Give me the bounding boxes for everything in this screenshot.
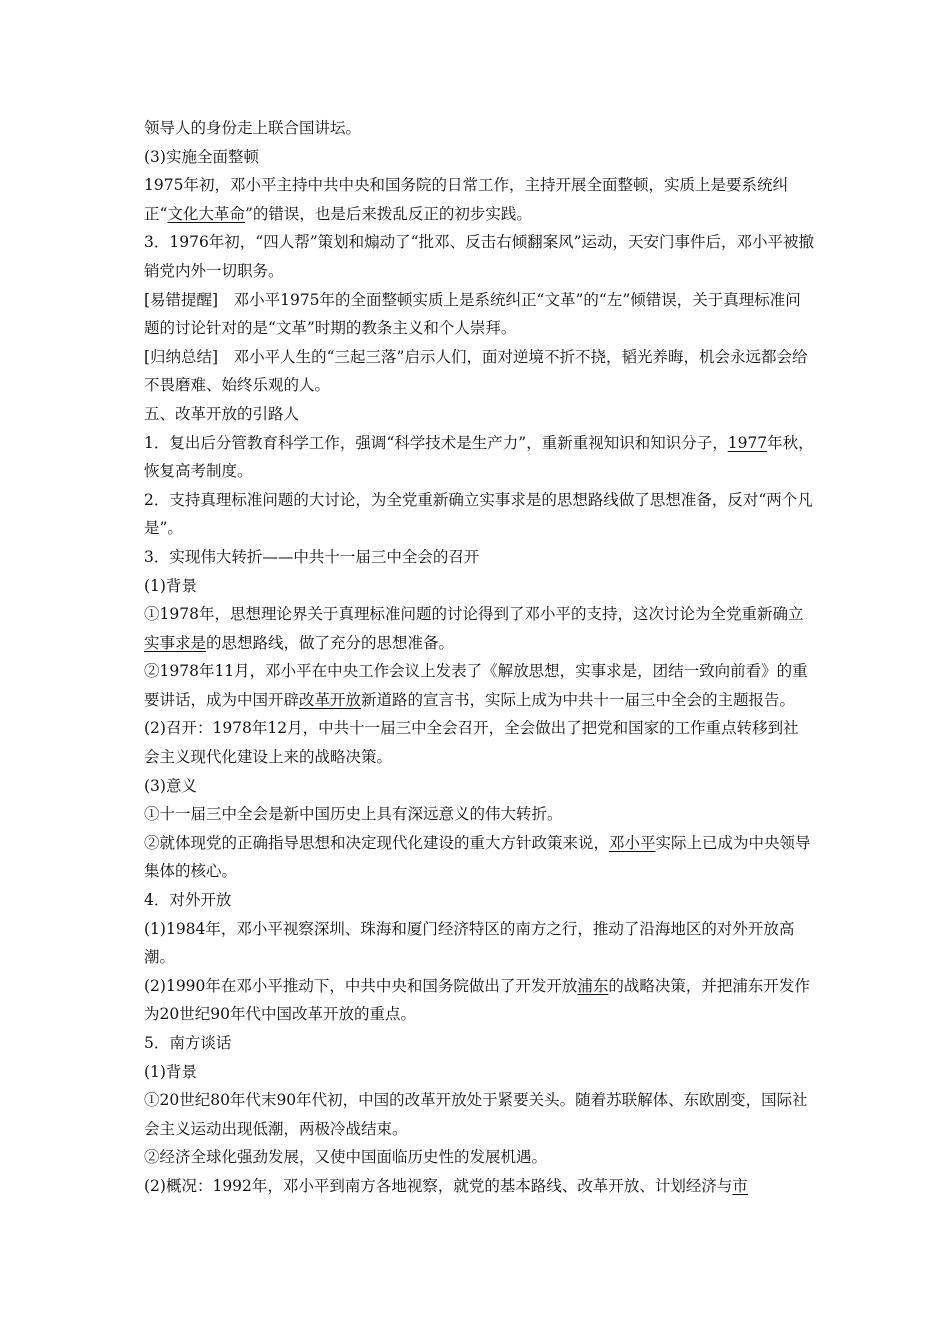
paragraph [144,486,814,543]
text-segment: 1．复出后分管教育科学工作，强调“科学技术是生产力”，重新重视知识和知识分子， [144,433,728,452]
paragraph [144,714,814,771]
text-segment: 3．实现伟大转折——中共十一届三中全会的召开 [144,547,480,566]
paragraph [144,1086,814,1143]
text-segment: ①20世纪80年代末90年代初，中国的改革开放处于紧要关头。随着苏联解体、东欧剧变，国际社会主义运动出现低潮，两极冷战结束。 [144,1091,808,1138]
paragraph [144,572,814,601]
text-segment: 实际上已成为中央领导集体的核心。 [144,833,811,881]
text-segment: ②1978年11月，邓小平在中央工作会议上发表了《解放思想，实事求是，团结一致向前看》的重要讲话，成为中国开辟 [144,662,808,709]
text-segment: (1)背景 [144,576,197,595]
text-segment: (2)召开：1978年12月，中共十一届三中全会召开，全会做出了把党和国家的工作重点转移到社会主义现代化建设上来的战略决策。 [144,719,799,767]
document-body [144,114,814,1201]
text-segment: (1)背景 [144,1062,197,1081]
text-segment: 4．对外开放 [144,891,232,910]
paragraph [144,286,814,343]
paragraph [144,600,814,657]
text-segment: [易错提醒] 邓小平1975年的全面整顿实质上是系统纠正“文革”的“左”倾错误，关于真理标准问题的讨论针对的是“文革”时期的教条主义和个人崇拜。 [144,290,801,338]
paragraph [144,171,814,228]
underlined-answer: 实事求是 [144,633,207,652]
text-segment: ②经济全球化强劲发展，又使中国面临历史性的发展机遇。 [144,1148,548,1167]
paragraph [144,915,814,972]
paragraph [144,1058,814,1087]
text-segment: 的战略决策，并把浦东开发作为20世纪90年代中国改革开放的重点。 [144,976,810,1024]
text-segment: 2．支持真理标准问题的大讨论，为全党重新确立实事求是的思想路线做了思想准备，反对“两个凡是”。 [144,490,813,538]
underlined-answer: 1977 [727,433,768,452]
text-segment: 领导人的身份走上联合国讲坛。 [144,119,362,137]
text-segment: 新道路的宣言书，实际上成为中共十一届三中全会的主题报告。 [361,690,796,709]
paragraph [144,886,814,915]
paragraph [144,228,814,285]
paragraph [144,829,814,886]
paragraph [144,543,814,572]
text-segment: ①十一届三中全会是新中国历史上具有深远意义的伟大转折。 [144,805,563,824]
paragraph [144,143,814,172]
paragraph [144,1172,814,1201]
paragraph [144,114,814,143]
text-segment: (1)1984年，邓小平视察深圳、珠海和厦门经济特区的南方之行，推动了沿海地区的对外开放高潮。 [144,919,795,967]
paragraph [144,657,814,714]
paragraph [144,800,814,829]
paragraph [144,429,814,486]
paragraph [144,972,814,1029]
text-segment: ②就体现党的正确指导思想和决定现代化建设的重大方针政策来说， [144,833,610,852]
text-segment: 的思想路线，做了充分的思想准备。 [206,633,455,652]
paragraph [144,1143,814,1172]
text-segment: (3)实施全面整顿 [144,147,259,166]
text-segment: [归纳总结] 邓小平人生的“三起三落”启示人们，面对逆境不折不挠，韬光养晦，机会永远都会给不畏磨难、始终乐观的人。 [144,347,808,395]
text-segment: ”的错误，也是后来拨乱反正的初步实践。 [244,204,532,223]
paragraph [144,772,814,801]
paragraph [144,400,814,429]
text-segment: 年秋，恢复高考制度。 [144,433,814,481]
text-segment: (2)1990年在邓小平推动下，中共中央和国务院做出了开发开放 [144,976,578,995]
underlined-answer: 浦东 [577,976,609,995]
paragraph [144,1029,814,1058]
text-segment: (3)意义 [144,776,197,795]
underlined-answer: 市 [732,1176,748,1195]
underlined-answer: 邓小平 [609,833,656,852]
underlined-answer: 文化大革命 [167,204,245,223]
text-segment: (2)概况：1992年，邓小平到南方各地视察，就党的基本路线、改革开放、计划经济与 [144,1176,733,1195]
underlined-answer: 改革开放 [299,690,362,709]
text-segment: ①1978年，思想理论界关于真理标准问题的讨论得到了邓小平的支持，这次讨论为全党重新确立 [144,605,804,624]
paragraph [144,343,814,400]
text-segment: 5．南方谈话 [144,1034,232,1052]
text-segment: 1975年初，邓小平主持中共中央和国务院的日常工作，主持开展全面整顿，实质上是要系统纠正“ [144,176,788,223]
text-segment: 五、改革开放的引路人 [144,404,300,423]
text-segment: 3．1976年初，“四人帮”策划和煽动了“批邓、反击右倾翻案风”运动，天安门事件后，邓小平被撤销党内外一切职务。 [144,233,815,280]
